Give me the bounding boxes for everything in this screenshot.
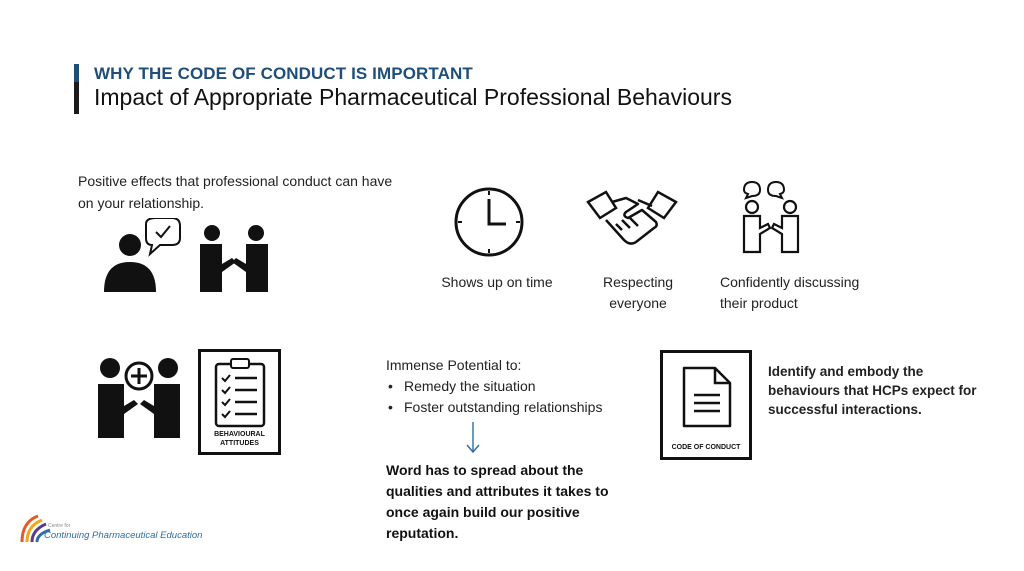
behaviour-label-time: Shows up on time [441,274,553,290]
behaviour-label-respect: Respecting everyone [602,274,674,311]
intro-text: Positive effects that professional conduct can have on your relationship. [78,173,393,211]
logo-name: Continuing Pharmaceutical Education [44,530,203,541]
list-item: • Foster outstanding relationships [386,397,602,418]
person-speech-icon [100,218,182,296]
people-talking-icon [738,180,804,256]
clipboard-checklist-icon [213,358,267,428]
potential-block [386,355,602,418]
behaviour-label-discussing: Confidently discussing their product [720,274,860,311]
potential-list [386,376,602,418]
list-item: • Remedy the situation [386,376,602,397]
code-of-conduct-label: CODE OF CONDUCT [671,444,741,451]
potential-heading: Immense Potential to: [386,357,522,373]
two-people-icon [196,224,272,294]
behavioural-attitudes-box [198,349,281,455]
handshake-icon [586,188,678,250]
clock-icon [452,185,526,259]
people-support-icon [96,354,182,440]
document-icon [681,365,733,429]
behavioural-attitudes-label: BEHAVIOURAL ATTITUDES [214,431,265,447]
identify-text: Identify and embody the behaviours that HCPs expect for successful interactions. [768,364,977,417]
code-of-conduct-box [660,350,752,460]
section-kicker: WHY THE CODE OF CONDUCT IS IMPORTANT [94,64,473,83]
word-spread-text: Word has to spread about the qualities and attributes it takes to once again build our positive reputation. [386,462,609,541]
page-title: Impact of Appropriate Pharmaceutical Professional Behaviours [94,84,732,110]
down-arrow-icon [466,422,480,454]
title-accent-bar [74,64,79,114]
logo-small-text: Centre for [48,523,71,529]
